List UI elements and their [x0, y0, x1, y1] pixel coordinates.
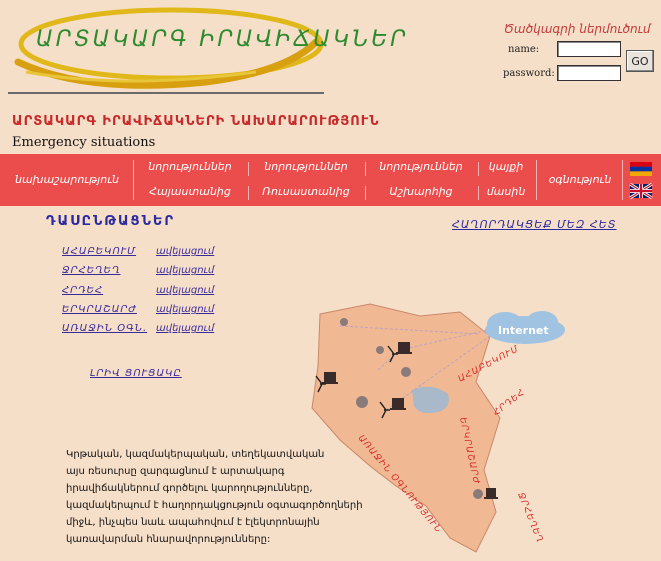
section-link[interactable]: ՀՐԴԵՀ	[62, 285, 104, 296]
nav-divider	[248, 162, 249, 176]
ministry-title: ԱՐՏԱԿԱՐԳ ԻՐԱՎԻՃԱԿՆԵՐԻ ՆԱԽԱՐԱՐՈՒԹՅՈՒՆ	[12, 114, 380, 129]
nav-divider	[248, 186, 249, 200]
internet-label: Internet	[498, 324, 549, 337]
armenia-network-map	[300, 290, 600, 560]
section-more-link[interactable]: ավելացում	[156, 285, 215, 296]
page-subtitle: Emergency situations	[12, 135, 156, 150]
map-label: ՋՐՀԵՂԵՂ	[515, 491, 545, 545]
nav-item-line2: Ռուսաստանից	[262, 185, 350, 198]
nav-item-news-world[interactable]	[369, 160, 473, 199]
nav-divider	[365, 162, 366, 176]
section-more-link[interactable]: ավելացում	[156, 304, 215, 315]
armenian-flag-icon[interactable]	[630, 162, 652, 176]
nav-item-line2: Աշխարհից	[389, 185, 453, 198]
nav-item-line2: մասին	[486, 185, 526, 198]
section-link[interactable]: ԱՀԱԲԵԿՈՒՄ	[62, 246, 137, 257]
uk-flag-icon[interactable]	[630, 184, 652, 198]
map-label: ԱՌԱՋԻՆ ՕԳՆՈՒԹՅՈՒՆ	[355, 433, 444, 536]
nav-item-home[interactable]: նախաշարություն	[14, 173, 119, 186]
armenia-map-shape	[312, 304, 500, 552]
map-label: ՀՐԴԵՀ	[491, 387, 528, 419]
logo-divider	[8, 92, 324, 94]
nav-item-about[interactable]	[482, 160, 530, 199]
nav-divider	[133, 160, 134, 200]
site-logo[interactable]	[6, 2, 409, 94]
description-line: կազմակերպում է հաղորդակցություն օգտագործողների	[66, 500, 363, 511]
nav-divider	[622, 160, 623, 200]
section-link[interactable]: ԵՐԿՐԱՇԱՐԺ	[62, 304, 137, 315]
description-line: Կրթական, կազմակերպական, տեղեկատվական	[66, 449, 325, 460]
contact-us-link[interactable]: ՀԱՂՈՐԴԱԿՑԵՔ ՄԵԶ ՀԵՏ	[452, 218, 617, 231]
nav-item-line1: նորություններ	[379, 160, 463, 173]
password-label: password:	[503, 68, 555, 79]
section-more-link[interactable]: ավելացում	[156, 323, 215, 334]
full-list-link[interactable]: ԼՐԻՎ ՑՈՒՑԱԿԸ	[90, 368, 182, 379]
nav-divider	[478, 186, 479, 200]
main-nav	[0, 154, 661, 206]
nav-item-line1: կայքի	[488, 160, 524, 173]
nav-divider	[365, 186, 366, 200]
section-more-link[interactable]: ավելացում	[156, 246, 215, 257]
nav-item-help[interactable]: օգնություն	[548, 173, 612, 186]
nav-item-news-armenia[interactable]	[138, 160, 242, 199]
nav-divider	[478, 162, 479, 176]
nav-item-line1: նորություններ	[264, 160, 348, 173]
section-link[interactable]: ԱՌԱՋԻՆ ՕԳՆ.	[62, 323, 148, 334]
name-input[interactable]	[557, 41, 621, 57]
description-line: կառավարման հնարավորությունները:	[66, 534, 271, 545]
section-link[interactable]: ՋՐՀԵՂԵՂ	[62, 265, 121, 276]
sections-title: ԴԱՍԸՆԹԱՑՆԵՐ	[46, 214, 176, 229]
logo-text: ԱՐՏԱԿԱՐԳ ԻՐԱՎԻՃԱԿՆԵՐ	[36, 27, 409, 52]
name-label: name:	[508, 44, 540, 55]
nav-divider	[536, 160, 537, 200]
login-title: Ծածկագրի ներմուծում	[503, 22, 651, 36]
description-line: իրավիճակներում գործելու կարողությունները,	[66, 483, 313, 494]
nav-item-line2: Հայաստանից	[149, 185, 231, 198]
map-label: ԵՐԿՐԱՇԱՐԺ	[457, 416, 482, 486]
internet-cloud-icon	[485, 311, 565, 344]
nav-item-line1: նորություններ	[148, 160, 232, 173]
password-input[interactable]	[557, 65, 621, 81]
nav-item-news-russia[interactable]	[252, 160, 360, 199]
description-line: միջև, ինչպես նաև ապահովում է էլեկտրոնային	[66, 517, 320, 528]
section-more-link[interactable]: ավելացում	[156, 265, 215, 276]
description-line: այս ռեսուրսը զարգացնում է արտակարգ	[66, 466, 285, 477]
map-label: ԱՀԱԲԵԿՈՒՄ	[456, 344, 522, 385]
go-button[interactable]: GO	[626, 50, 654, 72]
